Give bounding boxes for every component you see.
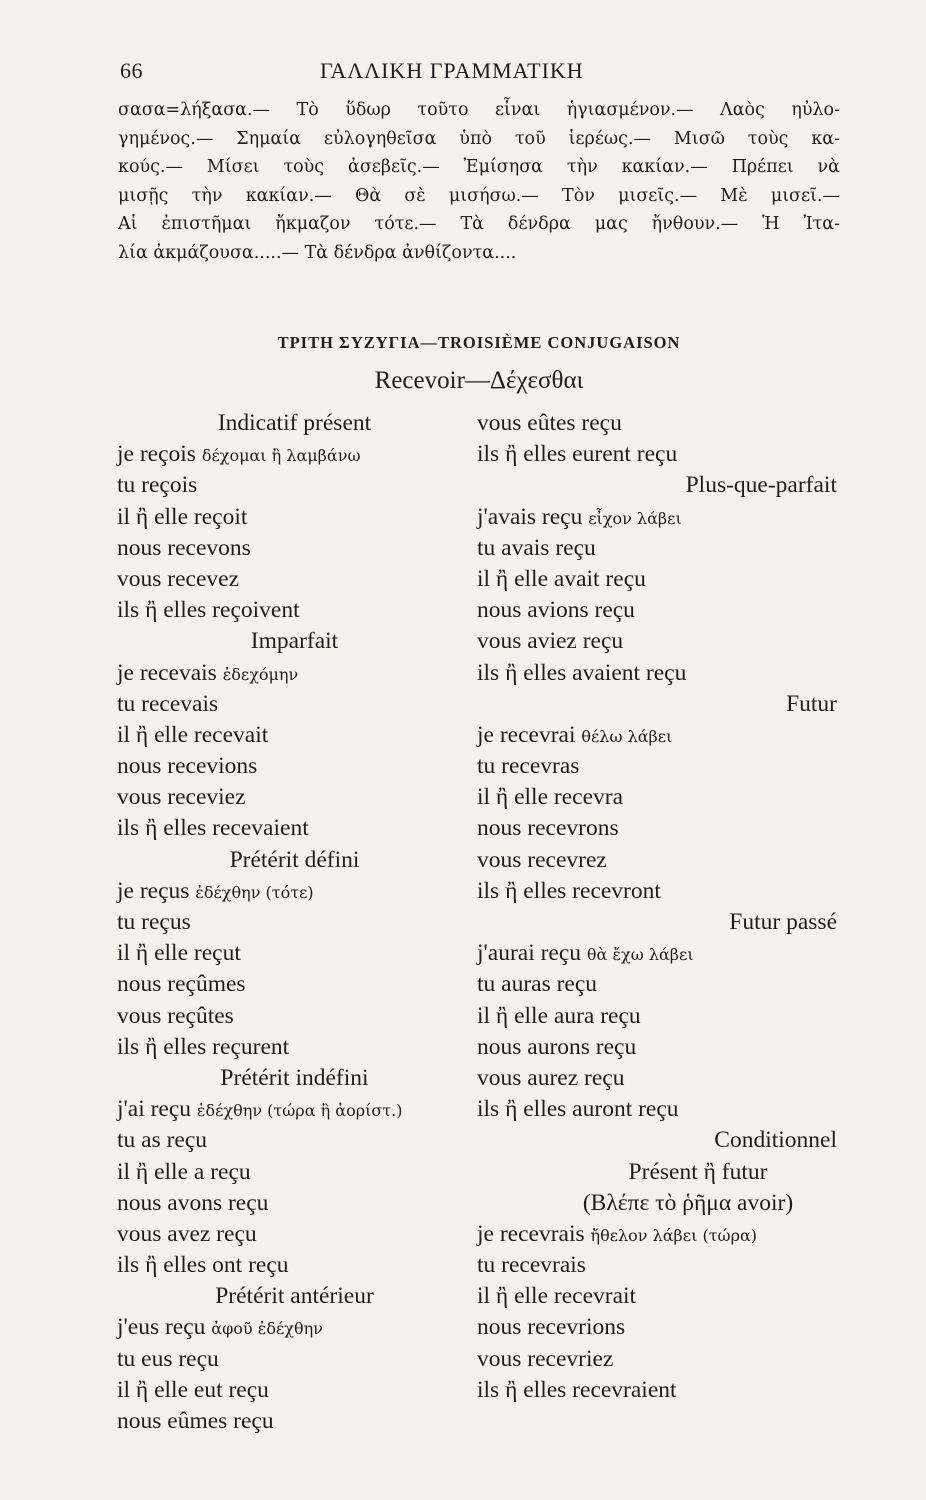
french-form: tu recevais — [117, 690, 219, 717]
french-form: j'ai reçu — [117, 1096, 192, 1123]
tense-heading — [477, 907, 839, 938]
french-form: il ἢ elle recevra — [477, 784, 624, 811]
conjugation-line — [117, 1001, 472, 1032]
french-form: ils ἢ elles reçoivent — [117, 597, 300, 624]
french-form: nous avons reçu — [117, 1189, 269, 1216]
conjugation-line — [117, 1312, 472, 1343]
conjugation-line — [117, 564, 472, 595]
conjugation-line — [117, 1406, 472, 1437]
conjugation-line — [117, 502, 472, 533]
conjugation-line — [477, 533, 839, 564]
conjugation-line — [117, 782, 472, 813]
greek-translation: δέχομαι ἢ λαμβάνω — [201, 446, 361, 466]
french-form: Prétérit indéfini — [220, 1064, 369, 1091]
conjugation-line — [117, 658, 472, 689]
conjugation-line — [477, 658, 839, 689]
french-form: nous eûmes reçu — [117, 1408, 274, 1434]
paragraph-line: γημένος.— Σημαία εὐλογηθεῖσα ὑπὸ τοῦ ἱερέως.— Μισῶ τοὺς κα- — [118, 128, 840, 149]
conjugation-line — [117, 1219, 472, 1250]
french-form: vous aviez reçu — [477, 628, 624, 655]
conjugation-line — [477, 1001, 839, 1032]
conjugation-line — [117, 720, 472, 751]
conjugation-line — [477, 938, 839, 969]
french-form: nous recevrons — [477, 815, 619, 842]
french-form: il ἢ elle reçoit — [117, 503, 248, 530]
french-form: il ἢ elle avait reçu — [477, 565, 646, 592]
french-form: je recevrai — [477, 721, 576, 748]
conjugation-line — [477, 626, 839, 657]
french-form: Imparfait — [250, 628, 339, 655]
conjugation-line — [117, 1094, 472, 1125]
greek-translation: θὰ ἔχω λάβει — [586, 945, 694, 965]
conjugation-line — [117, 1125, 472, 1156]
paragraph-line: λία ἀκμάζουσα.....— Τὰ δένδρα ἀνθίζοντα.... — [118, 242, 517, 263]
french-form: vous receviez — [117, 784, 246, 811]
french-form: ils ἢ elles auront reçu — [477, 1096, 679, 1123]
conjugation-line — [477, 1344, 839, 1375]
french-form: je recevrais — [477, 1220, 585, 1247]
tense-heading — [477, 1188, 839, 1219]
french-form: ils ἢ elles recevaient — [117, 815, 309, 842]
french-form: ils ἢ elles avaient reçu — [477, 659, 687, 686]
conjugation-line — [477, 408, 839, 439]
tense-heading — [117, 408, 472, 439]
paragraph-line: σασα=λήξασα.— Τὸ ὕδωρ τοῦτο εἶναι ἡγιασμένον.— Λαὸς ηὐλο- — [118, 100, 840, 120]
french-form: ils ἢ elles recevraient — [477, 1376, 677, 1403]
french-form: Prétérit antérieur — [215, 1283, 374, 1310]
french-form: nous avions reçu — [477, 597, 635, 624]
french-form: vous recevriez — [477, 1345, 614, 1372]
conjugation-line — [477, 1375, 839, 1406]
french-form: tu reçus — [117, 909, 191, 935]
conjugation-line — [477, 595, 839, 626]
french-form: j'avais reçu — [477, 503, 583, 530]
french-form: Futur passé — [729, 909, 837, 935]
conjugation-line — [117, 1157, 472, 1188]
tense-heading — [477, 689, 839, 720]
conjugation-line — [117, 533, 472, 564]
french-form: j'eus reçu — [117, 1314, 206, 1341]
conjugation-line — [477, 751, 839, 782]
conjugation-line — [477, 1063, 839, 1094]
french-form: ils ἢ elles ont reçu — [117, 1252, 289, 1279]
conjugation-line — [477, 720, 839, 751]
french-form: ils ἢ elles eurent reçu — [477, 441, 678, 468]
conjugation-line — [117, 1250, 472, 1281]
french-form: Plus-que-parfait — [685, 472, 837, 499]
tense-heading — [117, 845, 472, 876]
french-form: nous aurons reçu — [477, 1033, 637, 1060]
conjugation-line — [477, 564, 839, 595]
french-form: Présent ἢ futur — [628, 1158, 768, 1185]
greek-translation: ἀφοῦ ἐδέχθην — [211, 1319, 323, 1339]
french-form: (Βλέπε τὸ ῥῆμα avoir) — [582, 1189, 794, 1216]
conjugation-line — [117, 1344, 472, 1375]
greek-translation: ἤθελον λάβει (τώρα) — [590, 1225, 758, 1245]
greek-translation: εἶχον λάβει — [588, 508, 682, 528]
french-form: tu eus reçu — [117, 1345, 219, 1372]
french-form: je reçus — [117, 877, 190, 904]
french-form: vous recevez — [117, 565, 239, 592]
french-form: tu recevras — [477, 753, 580, 780]
french-form: vous aurez reçu — [477, 1064, 625, 1091]
conjugation-line — [117, 1188, 472, 1219]
french-form: il ἢ elle recevait — [117, 721, 269, 748]
tense-heading — [117, 626, 472, 657]
exercise-paragraph — [118, 96, 840, 267]
tense-heading — [477, 1125, 839, 1156]
conjugation-line — [477, 1250, 839, 1281]
paragraph-line: Αἱ ἐπιστῆμαι ἤκμαζον τότε.— Τὰ δένδρα μας ἤνθουν.— Ἡ Ἰτα- — [118, 214, 840, 234]
french-form: tu auras reçu — [477, 971, 598, 998]
conjugation-line — [117, 813, 472, 844]
french-form: Conditionnel — [714, 1127, 837, 1154]
french-form: vous avez reçu — [117, 1220, 257, 1247]
conjugation-line — [117, 969, 472, 1000]
conjugation-line — [117, 1032, 472, 1063]
greek-translation: ἐδεχόμην — [222, 664, 299, 684]
french-form: tu reçois — [117, 472, 198, 499]
french-form: Indicatif présent — [217, 410, 372, 436]
conjugation-line — [477, 439, 839, 470]
conjugation-line — [477, 1094, 839, 1125]
page-number: 66 — [120, 58, 143, 83]
conjugation-line — [117, 876, 472, 907]
french-form: je recevais — [117, 659, 217, 686]
verb-title: Recevoir—Δέχεσθαι — [374, 367, 584, 394]
section-heading: ΤΡΙΤΗ ΣΥΖΥΓΙΑ—TROISIÈME CONJUGAISON — [277, 333, 681, 352]
running-head — [120, 58, 840, 88]
conjugation-line — [477, 1281, 839, 1312]
paragraph-line: μισῇς τὴν κακίαν.— Θὰ σὲ μισήσω.— Τὸν μισεῖς.— Μὲ μισεῖ.— — [118, 185, 840, 206]
french-form: ils ἢ elles reçurent — [117, 1033, 290, 1060]
conjugation-line — [477, 782, 839, 813]
conjugation-line — [477, 876, 839, 907]
french-form: nous recevons — [117, 534, 251, 561]
paragraph-line: κούς.— Μίσει τοὺς ἀσεβεῖς.— Ἐμίσησα τὴν κακίαν.— Πρέπει νὰ — [118, 157, 840, 177]
conjugation-line — [117, 595, 472, 626]
conjugation-line — [477, 1312, 839, 1343]
french-form: il ἢ elle eut reçu — [117, 1376, 269, 1403]
tense-heading — [477, 1157, 839, 1188]
conjugation-line — [477, 1032, 839, 1063]
tense-heading — [117, 1281, 472, 1312]
french-form: je reçois — [117, 441, 196, 468]
tense-heading — [117, 1063, 472, 1094]
conjugation-line — [117, 689, 472, 720]
french-form: Prétérit défini — [229, 846, 360, 873]
greek-translation: θέλω λάβει — [581, 726, 673, 746]
conjugation-line — [117, 751, 472, 782]
conjugation-line — [477, 845, 839, 876]
french-form: tu avais reçu — [477, 534, 596, 561]
conjugation-line — [117, 1375, 472, 1406]
french-form: il ἢ elle a reçu — [117, 1158, 251, 1185]
french-form: ils ἢ elles recevront — [477, 877, 661, 904]
french-form: vous eûtes reçu — [477, 410, 622, 436]
french-form: il ἢ elle reçut — [117, 940, 241, 967]
conjugation-line — [477, 813, 839, 844]
right-conjugation-column — [477, 408, 839, 1406]
conjugation-line — [477, 969, 839, 1000]
french-form: nous recevrions — [477, 1314, 626, 1341]
french-form: il ἢ elle aura reçu — [477, 1002, 641, 1029]
french-form: vous recevrez — [477, 846, 607, 873]
conjugation-line — [117, 938, 472, 969]
page-title: ΓΑΛΛΙΚΗ ΓΡΑΜΜΑΤΙΚΗ — [320, 58, 584, 83]
french-form: nous recevions — [117, 753, 258, 780]
greek-translation: ἐδέχθην (τώρα ἢ ἀορίστ.) — [196, 1101, 403, 1121]
french-form: vous reçûtes — [117, 1002, 234, 1029]
conjugation-line — [477, 1219, 839, 1250]
conjugation-line — [477, 502, 839, 533]
conjugation-line — [117, 470, 472, 501]
french-form: il ἢ elle recevrait — [477, 1283, 637, 1310]
french-form: Futur — [786, 690, 837, 717]
french-form: tu as reçu — [117, 1127, 208, 1154]
french-form: j'aurai reçu — [477, 940, 582, 967]
conjugation-line — [117, 907, 472, 938]
left-conjugation-column — [117, 408, 472, 1437]
french-form: nous reçûmes — [117, 971, 246, 998]
conjugation-line — [117, 439, 472, 470]
greek-translation: ἐδέχθην (τότε) — [195, 882, 314, 902]
french-form: tu recevrais — [477, 1252, 586, 1279]
tense-heading — [477, 470, 839, 501]
